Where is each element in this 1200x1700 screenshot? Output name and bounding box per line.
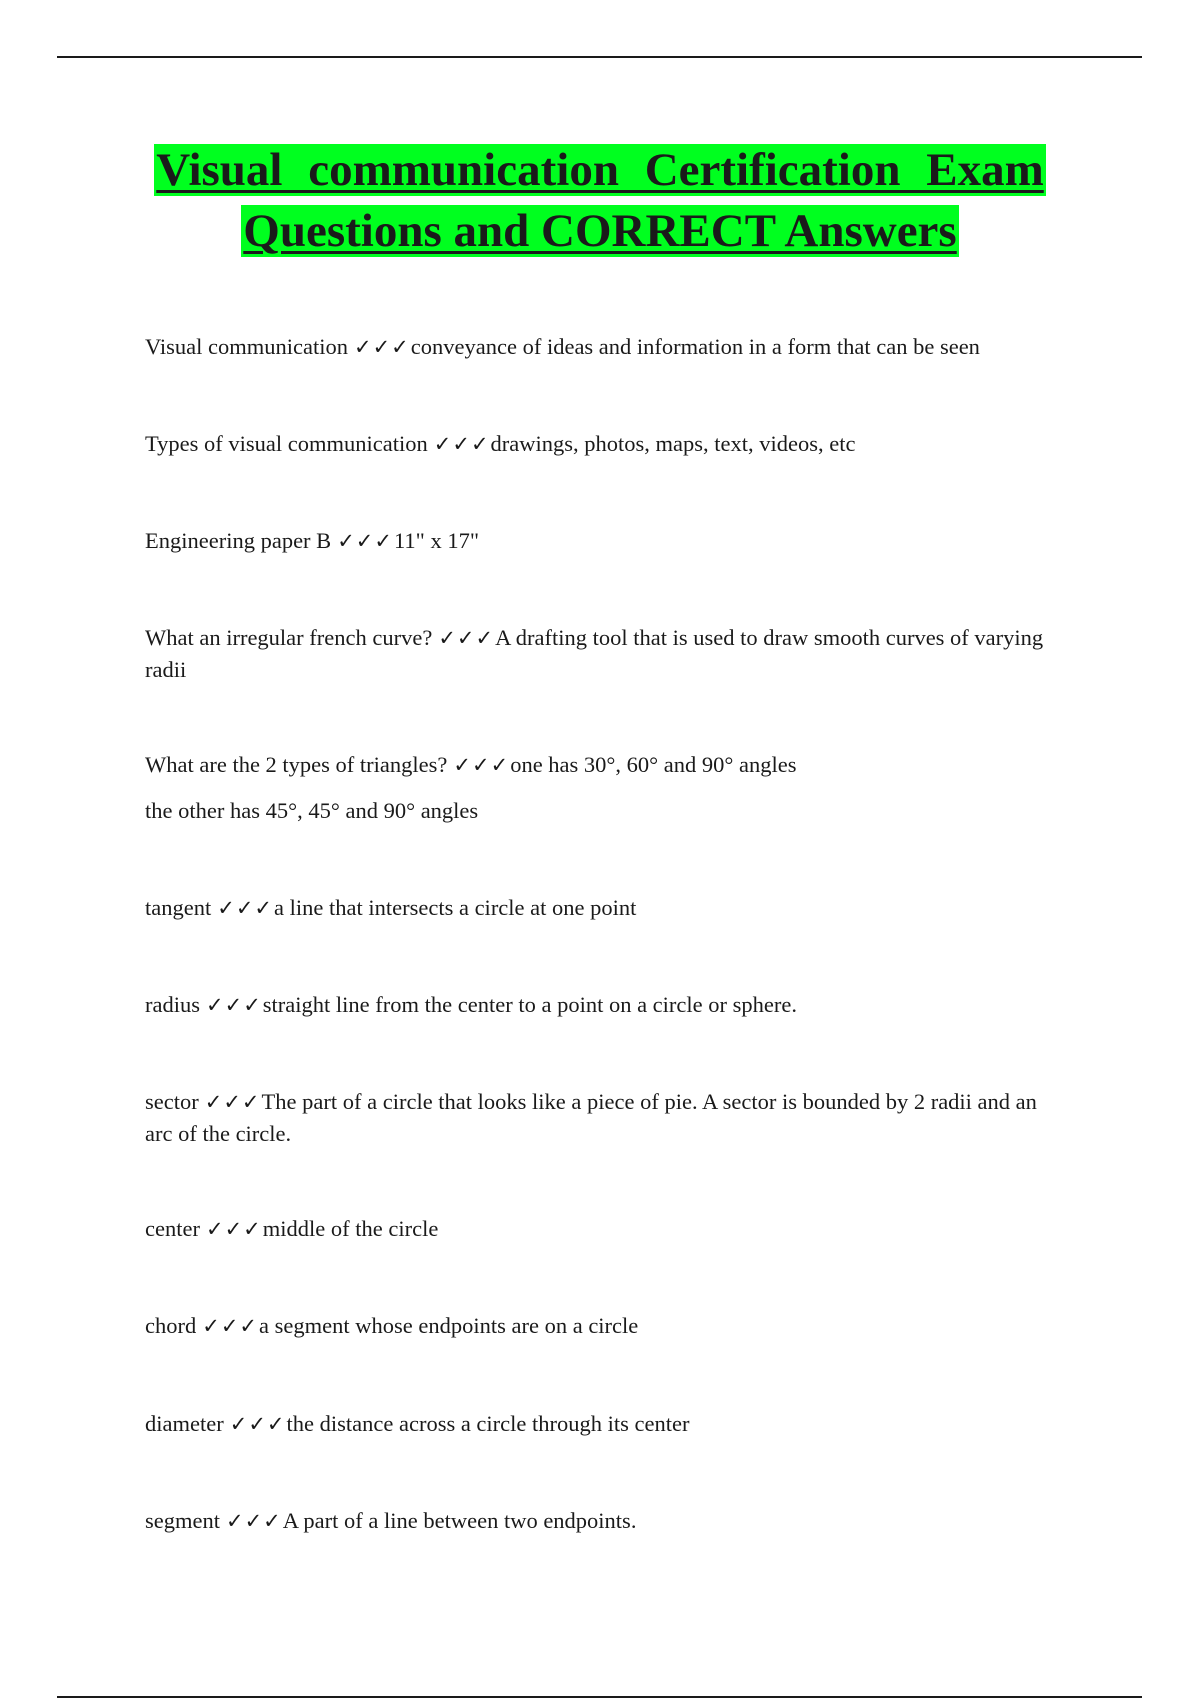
check-icon: ✓✓✓	[337, 529, 393, 553]
title-line-1: Visual communication Certification Exam	[156, 144, 1044, 196]
qa-item	[145, 1086, 1045, 1150]
qa-term: center	[145, 1216, 200, 1241]
check-icon: ✓✓✓	[217, 896, 274, 920]
qa-item	[145, 749, 1045, 827]
check-icon: ✓✓✓	[225, 1509, 282, 1533]
qa-term: radius	[145, 992, 200, 1017]
qa-answer: middle of the circle	[262, 1216, 439, 1241]
qa-term: What an irregular french curve?	[145, 625, 433, 650]
qa-term: diameter	[145, 1411, 224, 1436]
qa-item	[145, 1310, 1045, 1342]
qa-term: segment	[145, 1508, 220, 1533]
qa-item	[145, 1505, 1045, 1537]
qa-answer: a segment whose endpoints are on a circle	[259, 1313, 639, 1338]
check-icon: ✓✓✓	[433, 432, 490, 456]
qa-term: chord	[145, 1313, 197, 1338]
qa-term: Engineering paper B	[145, 528, 332, 553]
qa-item	[145, 428, 1045, 460]
qa-answer: A part of a line between two endpoints.	[282, 1508, 637, 1533]
qa-item	[145, 892, 1045, 924]
check-icon: ✓✓✓	[204, 1090, 261, 1114]
qa-item	[145, 622, 1045, 686]
check-icon: ✓✓✓	[202, 1314, 259, 1338]
qa-term: Visual communication	[145, 334, 348, 359]
qa-answer: conveyance of ideas and information in a form that can be seen	[410, 334, 980, 359]
qa-term: Types of visual communication	[145, 431, 428, 456]
qa-answer: drawings, photos, maps, text, videos, etc	[490, 431, 856, 456]
qa-answer-continued: the other has 45°, 45° and 90° angles	[145, 798, 479, 823]
qa-item	[145, 1213, 1045, 1245]
check-icon: ✓✓✓	[438, 626, 495, 650]
qa-answer: 11" x 17"	[393, 528, 480, 553]
qa-answer: a line that intersects a circle at one point	[274, 895, 637, 920]
qa-answer: one has 30°, 60° and 90° angles	[510, 752, 797, 777]
qa-item	[145, 331, 1045, 363]
qa-answer: A drafting tool that is used to draw smooth curves of varying radii	[145, 625, 1044, 682]
bottom-rule	[57, 1696, 1142, 1698]
qa-item	[145, 989, 1045, 1021]
check-icon: ✓✓✓	[205, 1217, 262, 1241]
check-icon: ✓✓✓	[206, 993, 262, 1017]
qa-answer: the distance across a circle through its center	[286, 1411, 690, 1436]
qa-answer: straight line from the center to a point on a circle or sphere.	[262, 992, 797, 1017]
qa-answer: The part of a circle that looks like a piece of pie. A sector is bounded by 2 radii and an arc of the circle.	[145, 1089, 1037, 1146]
check-icon: ✓✓✓	[453, 753, 510, 777]
title-line-2: Questions and CORRECT Answers	[243, 205, 957, 257]
qa-term: sector	[145, 1089, 199, 1114]
qa-item	[145, 1408, 1045, 1440]
check-icon: ✓✓✓	[229, 1412, 286, 1436]
qa-term: What are the 2 types of triangles?	[145, 752, 448, 777]
check-icon: ✓✓✓	[353, 335, 410, 359]
qa-item	[145, 525, 1045, 557]
qa-term: tangent	[145, 895, 212, 920]
